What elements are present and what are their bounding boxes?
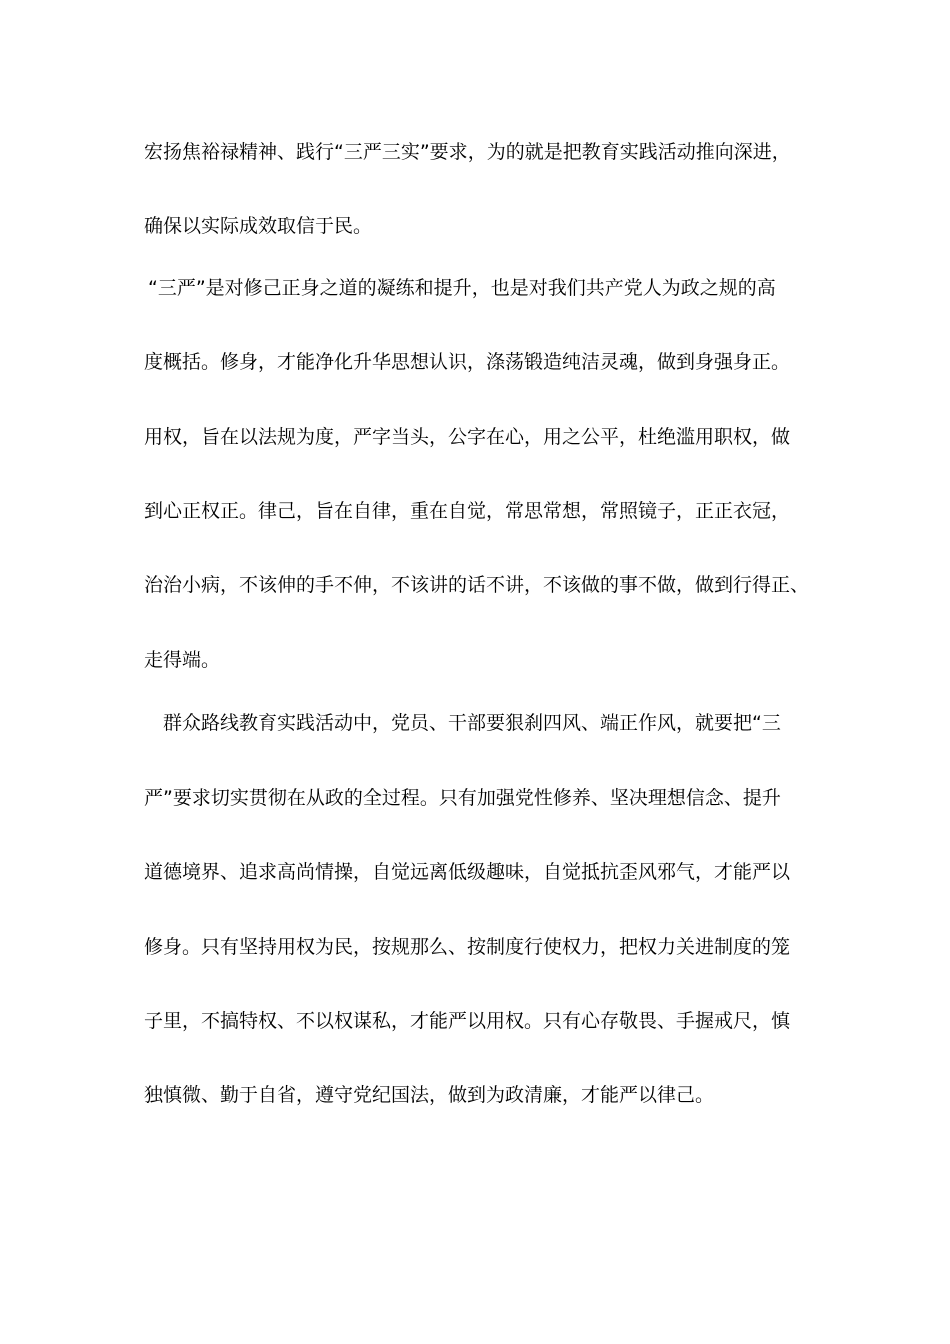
- text-line-1: 宏扬焦裕禄精神、践行“三严三实”要求，为的就是把教育实践活动推向深进，: [144, 141, 791, 163]
- text-line-10: 严”要求切实贯彻在从政的全过程。只有加强党性修养、坚决理想信念、提升: [144, 787, 781, 809]
- text-line-7: 治治小病，不该伸的手不伸，不该讲的话不讲，不该做的事不做，做到行得正、: [144, 574, 810, 596]
- text-line-3: “三严”是对修己正身之道的凝练和提升，也是对我们共产党人为政之规的高: [148, 277, 776, 299]
- text-line-14: 独慎微、勤于自省，遵守党纪国法，做到为政清廉，才能严以律己。: [144, 1084, 715, 1106]
- text-line-9: 群众路线教育实践活动中，党员、干部要狠刹四风、端正作风，就要把“三: [163, 712, 781, 734]
- text-line-5: 用权，旨在以法规为度，严字当头，公字在心，用之公平，杜绝滥用职权，做: [144, 426, 791, 448]
- text-line-11: 道德境界、追求高尚情操，自觉远离低级趣味，自觉抵抗歪风邪气，才能严以: [144, 861, 791, 883]
- text-line-2: 确保以实际成效取信于民。: [144, 215, 373, 237]
- text-line-12: 修身。只有坚持用权为民，按规那么、按制度行使权力，把权力关进制度的笼: [144, 936, 791, 958]
- text-line-8: 走得端。: [144, 649, 221, 671]
- text-line-6: 到心正权正。律己，旨在自律，重在自觉，常思常想，常照镜子，正正衣冠，: [144, 500, 791, 522]
- text-line-13: 子里，不搞特权、不以权谋私，才能严以用权。只有心存敬畏、手握戒尺，慎: [144, 1010, 791, 1032]
- text-line-4: 度概括。修身，才能净化升华思想认识，涤荡锻造纯洁灵魂，做到身强身正。: [144, 351, 791, 373]
